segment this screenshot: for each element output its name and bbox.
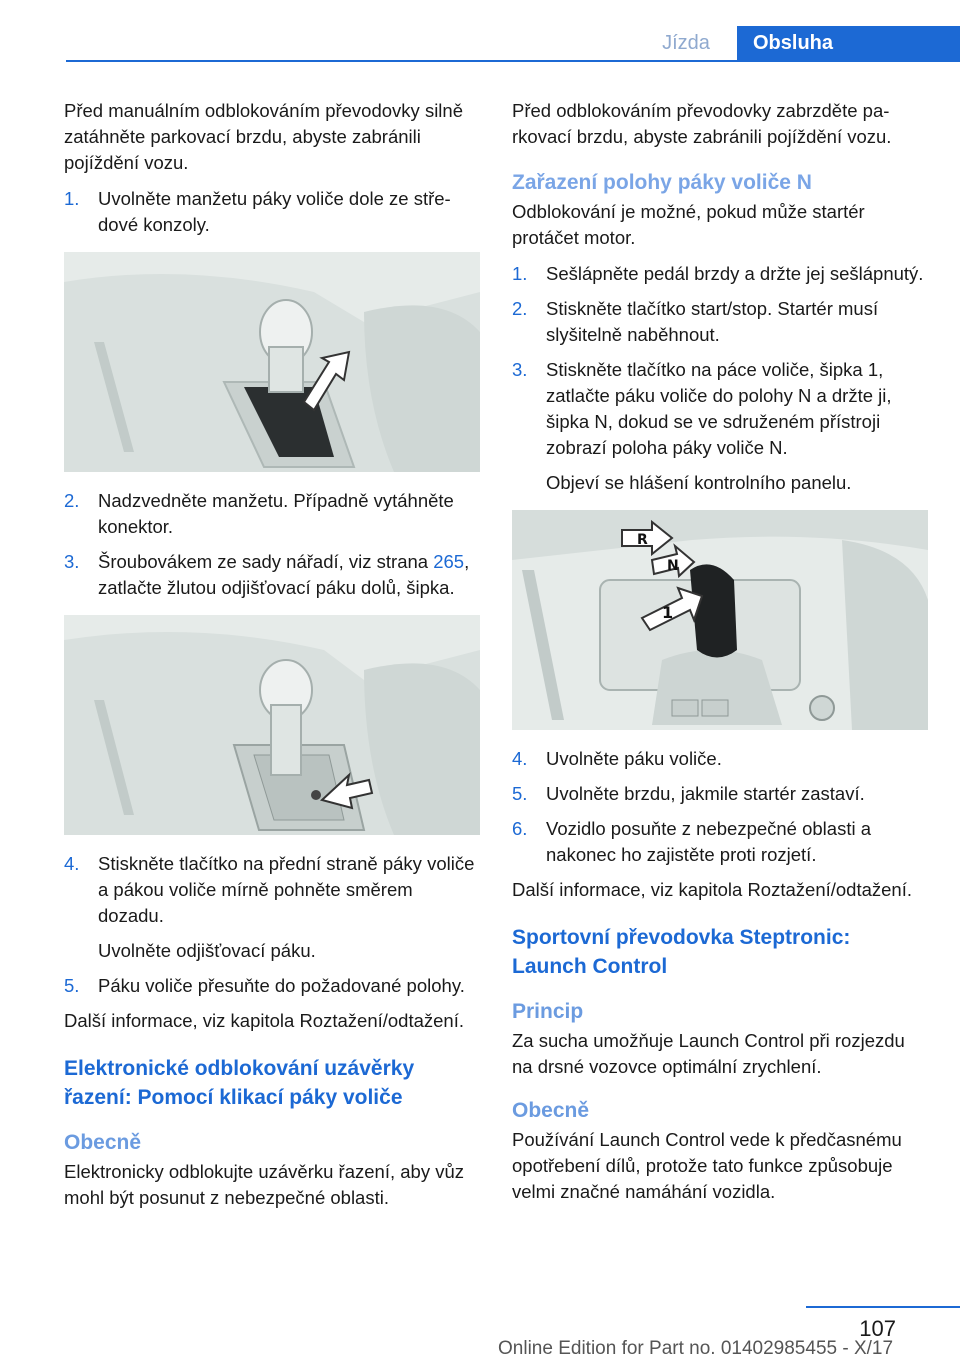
step-text — [98, 549, 480, 601]
step-text: Uvolněte páku voliče. — [546, 748, 722, 769]
page-link[interactable]: 265 — [433, 551, 465, 572]
header-tab-obsluha: Obsluha — [737, 26, 960, 60]
step-text: Nadzvedněte manžetu. Případně vytáhněte konektor. — [98, 490, 454, 537]
heading-neutral: Zařazení polohy páky voliče N — [512, 171, 812, 194]
list-item — [64, 973, 480, 999]
step-number: 2. — [64, 490, 80, 511]
list-item — [64, 549, 480, 601]
step-text: Vozidlo posuňte z nebezpečné oblasti a nakonec ho zajistěte proti rozjetí. — [546, 818, 872, 865]
list-item — [512, 357, 928, 461]
step-number: 3. — [512, 359, 528, 380]
step-number: 1. — [512, 263, 528, 284]
arrow-label-n: N — [667, 558, 679, 574]
list-item — [512, 816, 928, 868]
step-text-after: , zatlačte žlutou odjišťovací páku dolů, šipka. — [98, 551, 470, 598]
list-item — [512, 261, 928, 287]
step-number: 5. — [512, 783, 528, 804]
heading-launch-control: Sportovní převodovka Steptronic: Launch Control — [512, 926, 851, 978]
left-general-text: Elektronicky odblokujte uzávěrku řazení, aby vůz mohl být posunut z nebezpečné oblasti. — [64, 1161, 465, 1208]
right-intro: Před odblokováním převodovky zabrzděte parkovací brzdu, abyste zabránili pojíždění vozu. — [512, 100, 892, 147]
arrow-label-r: R — [637, 532, 648, 548]
right-column — [512, 98, 928, 1215]
left-further-info: Další informace, viz kapitola Roztažení/odtažení. — [64, 1010, 464, 1031]
list-item — [512, 746, 928, 772]
header-rule — [66, 60, 960, 62]
step-number: 2. — [512, 298, 528, 319]
step-number: 5. — [64, 975, 80, 996]
figure-gear-lever-release — [64, 615, 480, 835]
step-text: Uvolněte manžetu páky voliče dole ze středové konzoly. — [98, 188, 451, 235]
footer-edition: Online Edition for Part no. 01402985455 - X/17 — [498, 1338, 894, 1359]
heading-electronic-unlock: Elektronické odblokování uzávěrky řazení: Pomocí klikací páky voliče — [64, 1057, 415, 1109]
step-text: Sešlápněte pedál brzdy a držte jej sešlápnutý. — [546, 263, 924, 284]
step-text: Stiskněte tlačítko na přední straně páky voliče a pákou voliče mírně pohněte směrem dozadu. — [98, 853, 475, 926]
step-number: 3. — [64, 551, 80, 572]
page-number: 107 — [859, 1316, 896, 1341]
figure-gear-lever-boot — [64, 252, 480, 472]
list-item — [64, 488, 480, 540]
step-number: 1. — [64, 188, 80, 209]
step-text-before: Šroubovákem ze sady nářadí, viz strana — [98, 551, 434, 572]
step-note: Uvolněte odjišťovací páku. — [98, 940, 316, 961]
right-general-text: Používání Launch Control vede k předčasnému opotřebení dílů, protože tato funkce způsobuje velmi značné namáhání vozidla. — [512, 1129, 902, 1202]
step-number: 6. — [512, 818, 528, 839]
list-item — [512, 781, 928, 807]
header-tab-jizda: Jízda — [662, 31, 710, 54]
step-number: 4. — [64, 853, 80, 874]
right-further-info: Další informace, viz kapitola Roztažení/odtažení. — [512, 879, 912, 900]
step-text: Stiskněte tlačítko start/stop. Startér musí slyšitelně naběhnout. — [546, 298, 879, 345]
step-text: Páku voliče přesuňte do požadované polohy. — [98, 975, 465, 996]
step-note: Objeví se hlášení kontrolního panelu. — [546, 472, 852, 493]
step-text: Stiskněte tlačítko na páce voliče, šipka 1, zatlačte páku voliče do polohy N a držte ji, šipka N, dokud se ve sdruženém přístroji zobrazí poloha páky voliče N. — [546, 359, 892, 458]
neutral-text: Odblokování je možné, pokud může startér protáčet motor. — [512, 201, 865, 248]
list-item — [512, 296, 928, 348]
step-text: Uvolněte brzdu, jakmile startér zastaví. — [546, 783, 865, 804]
arrow-label-1: 1 — [662, 603, 674, 622]
left-column — [64, 98, 480, 1221]
list-item — [64, 186, 480, 238]
footer-rule — [806, 1306, 960, 1308]
list-item — [64, 851, 480, 929]
step-number: 4. — [512, 748, 528, 769]
heading-principle: Princip — [512, 1000, 584, 1023]
figure-selector-lever-n — [512, 510, 928, 730]
left-intro: Před manuálním odblokováním převodovky silně zatáhněte parkovací brzdu, abyste zabránili pojíždění vozu. — [64, 100, 463, 173]
heading-general-right: Obecně — [512, 1099, 590, 1122]
principle-text: Za sucha umožňuje Launch Control při rozjezdu na drsné vozovce optimální zrychlení. — [512, 1030, 905, 1077]
heading-general-left: Obecně — [64, 1131, 142, 1154]
